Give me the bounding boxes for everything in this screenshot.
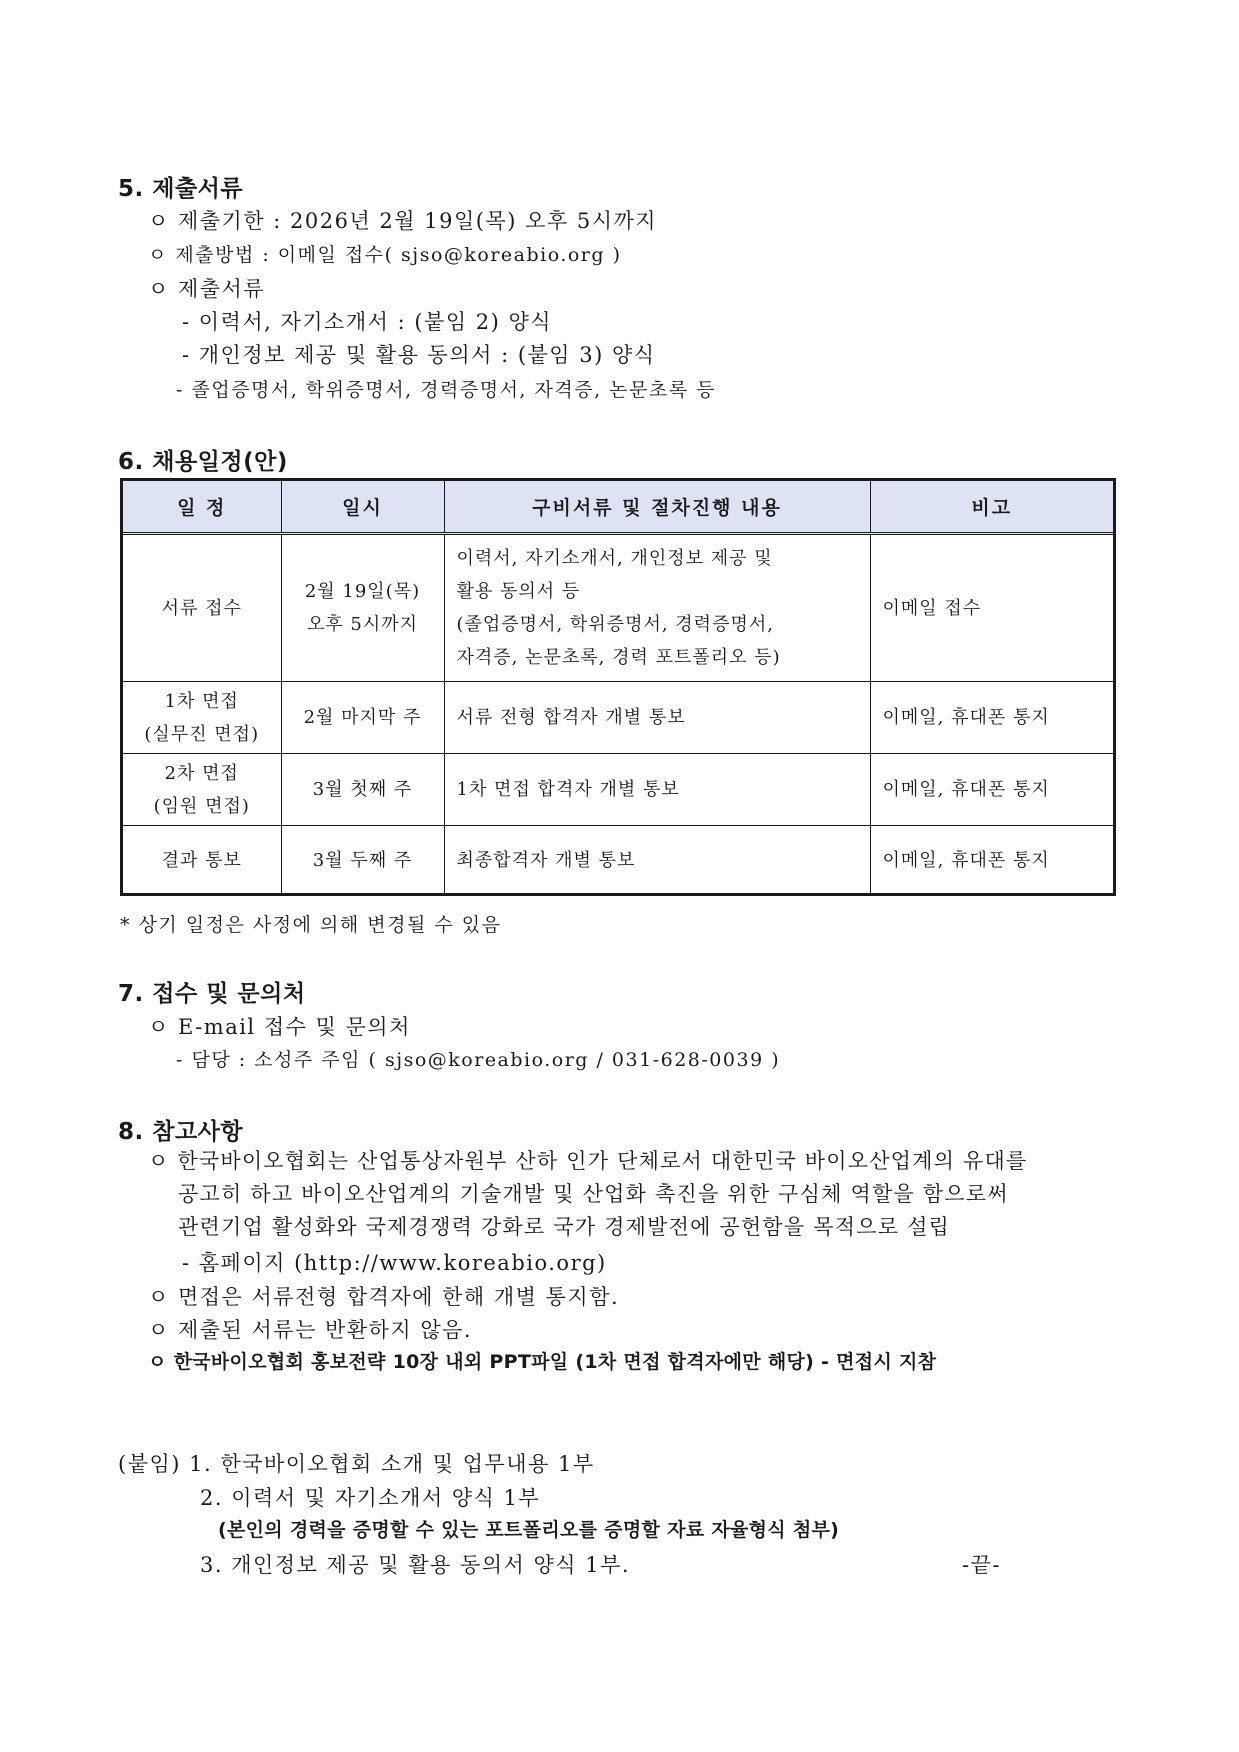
cell-schedule: 서류 접수	[123, 534, 281, 682]
attachment-note: (본인의 경력을 증명할 수 있는 포트폴리오를 증명할 자료 자율형식 첨부)	[218, 1519, 840, 1541]
notes-paragraph-line: ㅇ 한국바이오협회는 산업통상자원부 산하 인가 단체로서 대한민국 바이오산업계의 유대를	[148, 1149, 1028, 1173]
cell-datetime: 3월 두째 주	[281, 826, 444, 896]
cell-datetime: 3월 첫째 주	[281, 754, 444, 826]
attachment-line: 2. 이력서 및 자기소개서 양식 1부	[200, 1486, 541, 1510]
table-row	[123, 826, 1113, 896]
method-line: ㅇ 제출방법 : 이메일 접수( sjso@koreabio.org )	[148, 244, 622, 266]
cell-schedule: 결과 통보	[123, 826, 281, 896]
section-6-title: 6. 채용일정(안)	[118, 449, 288, 475]
attachment-line: (붙임) 1. 한국바이오협회 소개 및 업무내용 1부	[118, 1452, 595, 1476]
section-7-title: 7. 접수 및 문의처	[118, 981, 306, 1007]
contact-line: - 담당 : 소성주 주임 ( sjso@koreabio.org / 031-628-0039 )	[176, 1049, 781, 1071]
docs-item: - 졸업증명서, 학위증명서, 경력증명서, 자격증, 논문초록 등	[176, 379, 716, 401]
cell-content: 이력서, 자기소개서, 개인정보 제공 및 활용 동의서 등 (졸업증명서, 학위증명서, 경력증명서, 자격증, 논문초록, 경력 포트폴리오 등)	[444, 534, 870, 682]
docs-item: - 개인정보 제공 및 활용 동의서 : (붙임 3) 양식	[182, 343, 656, 367]
notes-item: ㅇ 면접은 서류전형 합격자에 한해 개별 통지함.	[148, 1285, 620, 1309]
end-mark: -끝-	[962, 1553, 1001, 1577]
schedule-table	[120, 478, 1116, 896]
col-header-schedule: 일 정	[123, 481, 281, 534]
section-8-title: 8. 참고사항	[118, 1119, 244, 1145]
cell-schedule: 1차 면접 (실무진 면접)	[123, 682, 281, 754]
cell-content: 1차 면접 합격자 개별 통보	[444, 754, 870, 826]
attachment-line: 3. 개인정보 제공 및 활용 동의서 양식 1부.	[200, 1553, 631, 1577]
cell-content: 최종합격자 개별 통보	[444, 826, 870, 896]
cell-remarks: 이메일 접수	[870, 534, 1113, 682]
notes-paragraph-line: 관련기업 활성화와 국제경쟁력 강화로 국가 경제발전에 공헌함을 목적으로 설립	[178, 1215, 951, 1239]
cell-remarks: 이메일, 휴대폰 통지	[882, 850, 1050, 872]
notes-item: ㅇ 제출된 서류는 반환하지 않음.	[148, 1318, 473, 1342]
section-5-title: 5. 제출서류	[118, 176, 244, 202]
col-header-content: 구비서류 및 절차진행 내용	[444, 481, 870, 534]
table-row	[123, 534, 1113, 682]
docs-label: ㅇ 제출서류	[148, 277, 266, 301]
table-row	[123, 682, 1113, 754]
schedule-note: * 상기 일정은 사정에 의해 변경될 수 있음	[120, 914, 502, 936]
homepage-line: - 홈페이지 (http://www.koreabio.org)	[182, 1251, 607, 1275]
cell-datetime: 2월 19일(목) 오후 5시까지	[281, 534, 444, 682]
cell-remarks: 이메일, 휴대폰 통지	[870, 682, 1113, 754]
table-row	[123, 754, 1113, 826]
cell-remarks: 이메일, 휴대폰 통지	[870, 754, 1113, 826]
deadline-line: ㅇ 제출기한 : 2026년 2월 19일(목) 오후 5시까지	[148, 209, 658, 233]
cell-schedule: 2차 면접 (임원 면접)	[123, 754, 281, 826]
cell-content: 서류 전형 합격자 개별 통보	[444, 682, 870, 754]
table-header-row	[123, 481, 1113, 534]
cell-datetime: 2월 마지막 주	[281, 682, 444, 754]
col-header-datetime: 일시	[281, 481, 444, 534]
col-header-remarks: 비고	[870, 481, 1113, 534]
notes-paragraph-line: 공고히 하고 바이오산업계의 기술개발 및 산업화 촉진을 위한 구심체 역할을 함으로써	[178, 1182, 1009, 1206]
contact-item: ㅇ E-mail 접수 및 문의처	[148, 1015, 411, 1039]
docs-item: - 이력서, 자기소개서 : (붙임 2) 양식	[182, 310, 553, 334]
notes-item-bold: ㅇ 한국바이오협회 홍보전략 10장 내외 PPT파일 (1차 면접 합격자에만 해당) - 면접시 지참	[148, 1351, 937, 1373]
